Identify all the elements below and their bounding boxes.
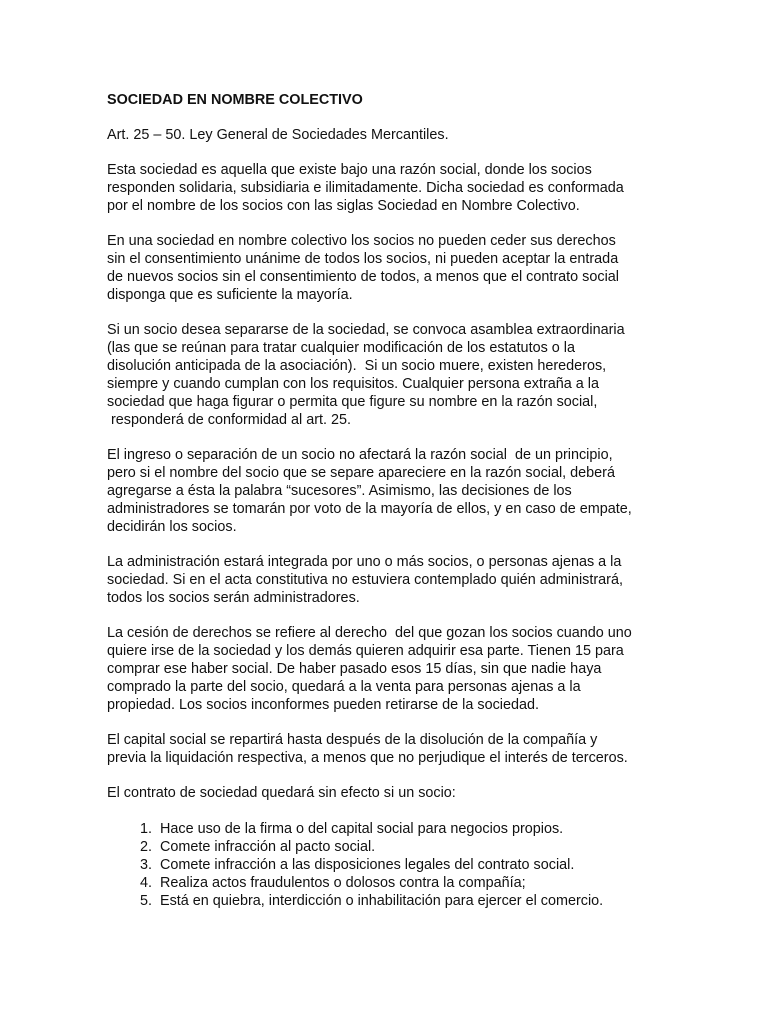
- paragraph-rights-transfer: [107, 232, 747, 304]
- list-item: [107, 856, 747, 874]
- paragraph-line: agregarse a ésta la palabra “sucesores”. Asimismo, las decisiones de los: [107, 483, 572, 499]
- list-item-text: Comete infracción al pacto social.: [160, 839, 376, 855]
- document-page: [107, 91, 747, 910]
- paragraph-line: decidirán los socios.: [107, 519, 237, 535]
- paragraph-line: comprado la parte del socio, quedará a la venta para personas ajenas a la: [107, 679, 581, 695]
- paragraph-capital: [107, 731, 747, 767]
- paragraph-line: La cesión de derechos se refiere al derecho del que gozan los socios cuando uno: [107, 625, 632, 641]
- document-title: SOCIEDAD EN NOMBRE COLECTIVO: [107, 92, 363, 108]
- paragraph-definition: [107, 161, 747, 215]
- paragraph-line: administradores se tomarán por voto de la mayoría de ellos, y en caso de empate,: [107, 501, 632, 517]
- list-item: [107, 838, 747, 856]
- paragraph-line: propiedad. Los socios inconformes pueden retirarse de la sociedad.: [107, 697, 539, 713]
- list-item-text: Hace uso de la firma o del capital social para negocios propios.: [160, 821, 564, 837]
- paragraph-line: quiere irse de la sociedad y los demás quieren adquirir esa parte. Tienen 15 para: [107, 643, 624, 659]
- paragraph-entry-exit: [107, 446, 747, 536]
- list-item: [107, 874, 747, 892]
- paragraph-law-reference: [107, 126, 747, 144]
- paragraph-line: Esta sociedad es aquella que existe bajo una razón social, donde los socios: [107, 162, 592, 178]
- paragraph-line: comprar ese haber social. De haber pasado esos 15 días, sin que nadie haya: [107, 661, 602, 677]
- paragraph-line: responderá de conformidad al art. 25.: [107, 412, 351, 428]
- termination-list: [107, 820, 747, 910]
- paragraph-line: sociedad que haga figurar o permita que figure su nombre en la razón social,: [107, 394, 598, 410]
- list-item-number: 3.: [139, 857, 152, 873]
- paragraph-list-intro: [107, 784, 747, 802]
- list-item-text: Realiza actos fraudulentos o dolosos contra la compañía;: [160, 875, 526, 891]
- paragraph-line: disolución anticipada de la asociación). Si un socio muere, existen herederos,: [107, 358, 607, 374]
- paragraph-line: siempre y cuando cumplan con los requisitos. Cualquier persona extraña a la: [107, 376, 599, 392]
- paragraph-line: sociedad. Si en el acta constitutiva no estuviera contemplado quién administrará,: [107, 572, 623, 588]
- paragraph-line: pero si el nombre del socio que se separe apareciere en la razón social, deberá: [107, 465, 615, 481]
- list-item-number: 2.: [139, 839, 152, 855]
- paragraph-assignment: [107, 624, 747, 714]
- paragraph-line: por el nombre de los socios con las siglas Sociedad en Nombre Colectivo.: [107, 198, 580, 214]
- paragraph-line: Art. 25 – 50. Ley General de Sociedades Mercantiles.: [107, 127, 449, 143]
- paragraph-administration: [107, 553, 747, 607]
- paragraph-line: La administración estará integrada por uno o más socios, o personas ajenas a la: [107, 554, 622, 570]
- paragraph-separation: [107, 321, 747, 429]
- list-item-text: Está en quiebra, interdicción o inhabilitación para ejercer el comercio.: [160, 893, 604, 909]
- paragraph-line: todos los socios serán administradores.: [107, 590, 360, 606]
- paragraph-line: En una sociedad en nombre colectivo los socios no pueden ceder sus derechos: [107, 233, 616, 249]
- paragraph-line: (las que se reúnan para tratar cualquier modificación de los estatutos o la: [107, 340, 575, 356]
- list-item-number: 5.: [139, 893, 152, 909]
- list-item: [107, 892, 747, 910]
- paragraph-line: de nuevos socios sin el consentimiento de todos, a menos que el contrato social: [107, 269, 619, 285]
- list-item-number: 4.: [139, 875, 152, 891]
- paragraph-line: El ingreso o separación de un socio no afectará la razón social de un principio,: [107, 447, 613, 463]
- list-item-text: Comete infracción a las disposiciones legales del contrato social.: [160, 857, 575, 873]
- paragraph-line: Si un socio desea separarse de la sociedad, se convoca asamblea extraordinaria: [107, 322, 625, 338]
- paragraph-line: responden solidaria, subsidiaria e ilimitadamente. Dicha sociedad es conformada: [107, 180, 624, 196]
- list-item: [107, 820, 747, 838]
- paragraph-line: previa la liquidación respectiva, a menos que no perjudique el interés de terceros.: [107, 750, 628, 766]
- list-item-number: 1.: [139, 821, 152, 837]
- paragraph-line: El contrato de sociedad quedará sin efecto si un socio:: [107, 785, 456, 801]
- paragraph-line: disponga que es suficiente la mayoría.: [107, 287, 353, 303]
- paragraph-line: El capital social se repartirá hasta después de la disolución de la compañía y: [107, 732, 598, 748]
- paragraph-line: sin el consentimiento unánime de todos los socios, ni pueden aceptar la entrada: [107, 251, 619, 267]
